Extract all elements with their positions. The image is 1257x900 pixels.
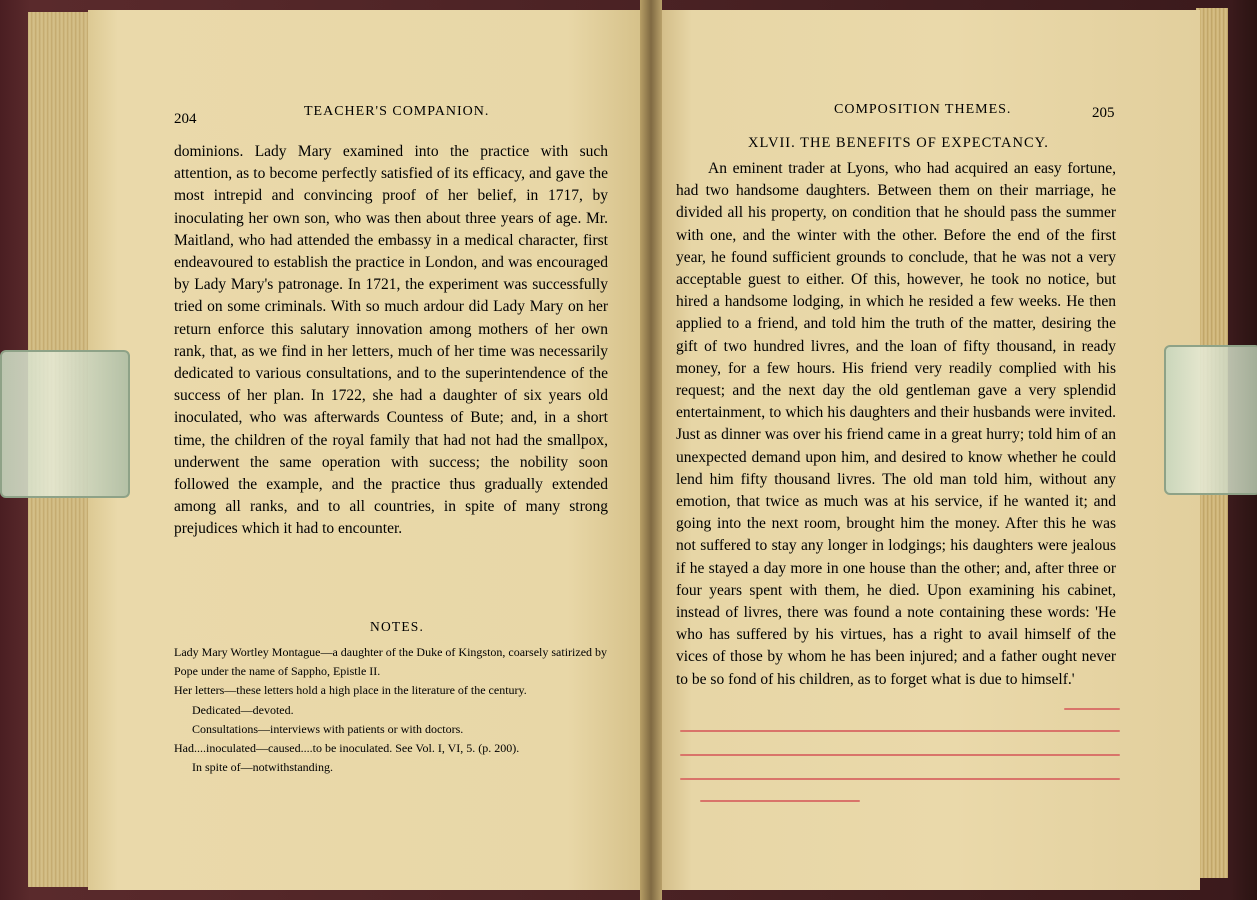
chapter-title: XLVII. THE BENEFITS OF EXPECTANCY.	[748, 135, 1049, 151]
glass-page-weight-left	[0, 350, 130, 498]
right-page-body: An eminent trader at Lyons, who had acquired an easy fortune, had two handsome daughters. Between them on their marriage, he divided all his property, on condition that he should pass the summer with one, and the winter with the other. Before the end of the first year, he found sufficient grounds to conclude, that he was not a very acceptable guest to either. Of this, however, he took no notice, but hired a handsome lodging, in which he resided a few weeks. He then applied to a friend, and told him the truth of the matter, desiring the gift of two hundred livres, and the loan of fifty thousand, in ready money, for a few hours. His friend very readily complied with his request; and the next day the old gentleman gave a very splendid entertainment, to which his daughters and their husbands were invited. Just as dinner was over his friend came in a great hurry; told him of an unexpected demand upon him, and desired to know whether he could lend him fifty thousand livres. The old man told him, without any emotion, that twice as much was at his service, if he wanted it; and going into the next room, brought him the money. After this he was not suffered to stay any longer in lodgings; his daughters were jealous if he stayed a day more in one house than the other; and, after three or four years spent with them, he died. Upon examining his cabinet, instead of livres, there was found a note containing these words: 'He who has suffered by his virtues, has a right to avail himself of the vices of those by whom he has been injured; and a father ought never to be so fond of his children, as to forget what is due to himself.'	[676, 160, 1116, 688]
notes-list	[174, 643, 608, 777]
right-running-head: COMPOSITION THEMES.	[834, 102, 1012, 117]
pencil-underline	[680, 778, 1120, 780]
notes-heading: NOTES.	[370, 619, 425, 634]
pencil-underline	[680, 730, 1120, 732]
note-item: Lady Mary Wortley Montague—a daughter of the Duke of Kingston, coarsely satirized by Pope under the name of Sappho, Epistle II.	[174, 645, 608, 679]
right-page-number: 205	[1092, 105, 1115, 121]
glass-page-weight-right	[1164, 345, 1257, 495]
note-item: Her letters—these letters hold a high place in the literature of the century.	[174, 683, 527, 698]
note-item: Had....inoculated—caused....to be inoculated. See Vol. I, VI, 5. (p. 200).	[174, 741, 520, 756]
left-page-body: dominions. Lady Mary examined into the practice with such attention, as to become perfectly satisfied of its efficacy, and gave the most intrepid and convincing proof of her belief, in 1717, by inoculating her own son, who was then about three years of age. Mr. Maitland, who had attended the embassy in a medical character, first endeavoured to establish the practice in London, and was encouraged by Lady Mary's patronage. In 1721, the experiment was successfully tried on some criminals. With so much ardour did Lady Mary on her return enforce this salutary innovation among mothers of her own rank, that, as we find in her letters, much of her time was necessarily dedicated to various consultations, and to the superintendence of the success of her plan. In 1722, she had a daughter of six years old inoculated, who was afterwards Countess of Bute; and, in a short time, the children of the royal family that had not had the smallpox, underwent the same operation with success; the nobility soon followed the example, and the practice thus gradually extended among all ranks, and to all countries, in spite of many strong prejudices which it had to encounter.	[174, 143, 608, 538]
pencil-underline	[680, 754, 1120, 756]
pencil-underline	[700, 800, 860, 802]
note-item: In spite of—notwithstanding.	[192, 760, 333, 775]
note-item: Consultations—interviews with patients or with doctors.	[192, 721, 464, 736]
left-running-head: TEACHER'S COMPANION.	[304, 104, 490, 119]
pencil-underline	[1064, 708, 1120, 710]
note-item: Dedicated—devoted.	[192, 702, 294, 717]
left-page-number: 204	[174, 111, 197, 127]
book-gutter	[640, 0, 662, 900]
